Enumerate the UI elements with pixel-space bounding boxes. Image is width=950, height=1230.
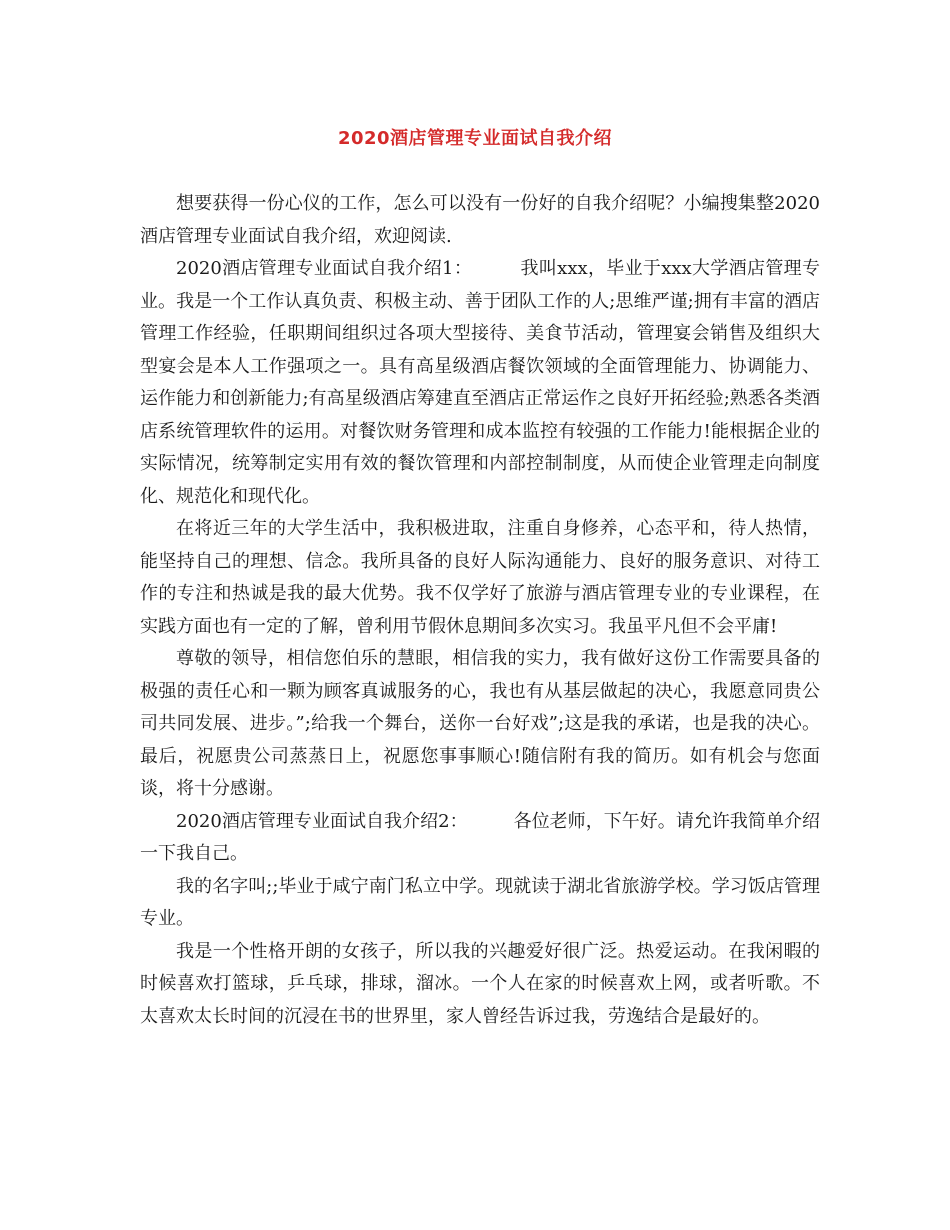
document-title: 2020酒店管理专业面试自我介绍	[337, 128, 613, 149]
paragraph-hobbies: 我是一个性格开朗的女孩子，所以我的兴趣爱好很广泛。热爱运动。在我闲暇的时候喜欢打篮球，乒乓球，排球，溜冰。一个人在家的时候喜欢上网，或者听歌。不太喜欢太长时间的沉浸在书的世界里，家人曾经告诉过我，劳逸结合是最好的。	[140, 940, 820, 1027]
paragraph-intro: 想要获得一份心仪的工作，怎么可以没有一份好的自我介绍呢？小编搜集整2020酒店管理专业面试自我介绍，欢迎阅读.	[140, 193, 820, 247]
paragraph-intro-2: 2020酒店管理专业面试自我介绍2： 各位老师，下午好。请允许我简单介绍一下我自己。	[140, 810, 820, 864]
paragraph-closing: 尊敬的领导，相信您伯乐的慧眼，相信我的实力，我有做好这份工作需要具备的极强的责任心和一颗为顾客真诚服务的心，我也有从基层做起的决心，我愿意同贵公司共同发展、进步。”;给我一个舞台，送你一台好戏”;这是我的承诺，也是我的决心。最后，祝愿贵公司蒸蒸日上，祝愿您事事顺心!随信附有我的简历。如有机会与您面谈，将十分感谢。	[140, 648, 820, 799]
paragraph-name-school: 我的名字叫;;毕业于咸宁南门私立中学。现就读于湖北省旅游学校。学习饭店管理专业。	[140, 875, 820, 929]
paragraph-college-life: 在将近三年的大学生活中，我积极进取，注重自身修养，心态平和，待人热情，能坚持自己的理想、信念。我所具备的良好人际沟通能力、良好的服务意识、对待工作的专注和热诚是我的最大优势。我不仅学好了旅游与酒店管理专业的专业课程，在实践方面也有一定的了解，曾利用节假休息期间多次实习。我虽平凡但不会平庸!	[140, 518, 820, 637]
document-body	[140, 188, 820, 1033]
paragraph-intro-1: 2020酒店管理专业面试自我介绍1： 我叫xxx，毕业于xxx大学酒店管理专业。我是一个工作认真负责、积极主动、善于团队工作的人;思维严谨;拥有丰富的酒店管理工作经验，任职期间组织过各项大型接待、美食节活动，管理宴会销售及组织大型宴会是本人工作强项之一。具有高星级酒店餐饮领域的全面管理能力、协调能力、运作能力和创新能力;有高星级酒店筹建直至酒店正常运作之良好开拓经验;熟悉各类酒店系统管理软件的运用。对餐饮财务管理和成本监控有较强的工作能力!能根据企业的实际情况，统筹制定实用有效的餐饮管理和内部控制制度，从而使企业管理走向制度化、规范化和现代化。	[140, 258, 820, 507]
